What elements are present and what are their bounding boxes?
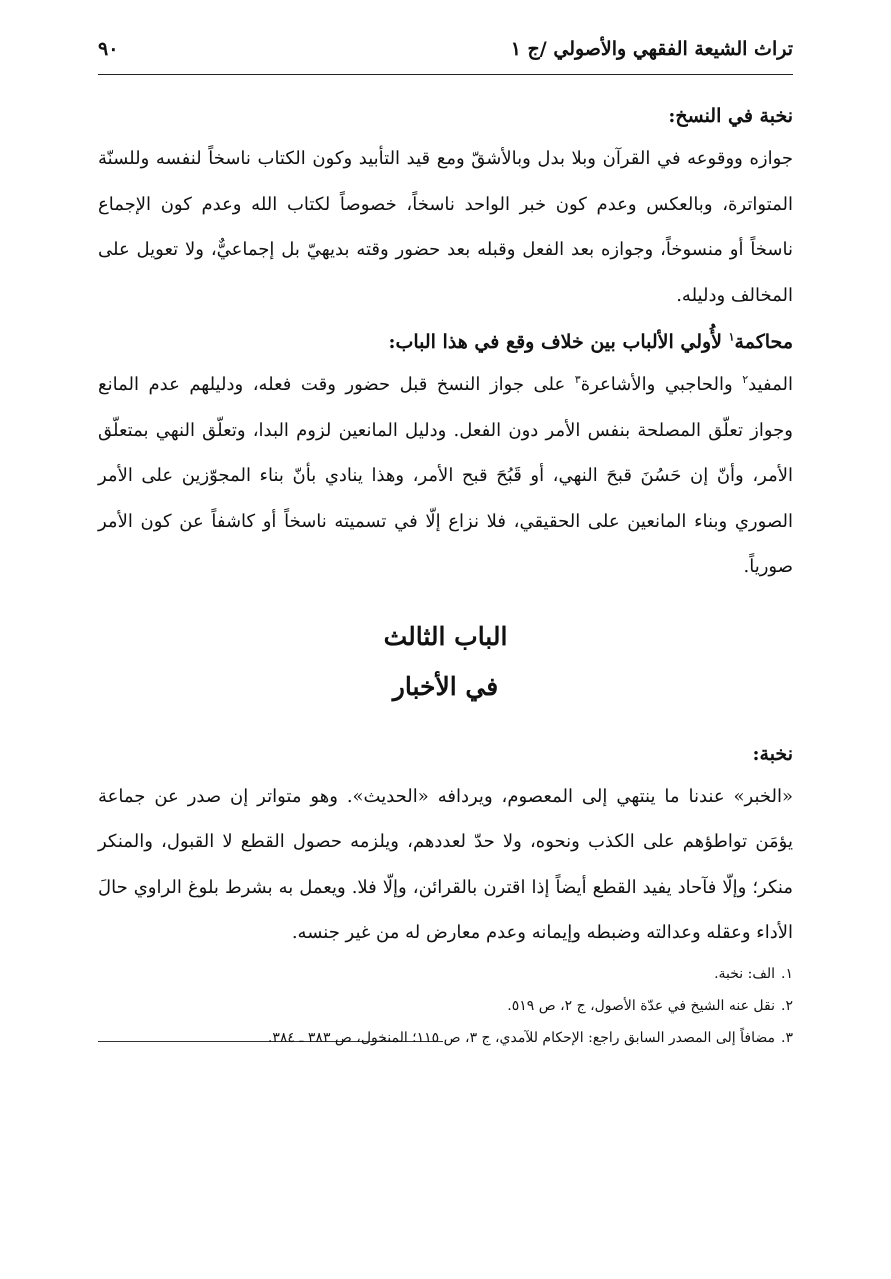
footnote-1 xyxy=(98,958,793,990)
footnote-ref-3[interactable]: ٣ xyxy=(574,373,581,386)
paragraph-akhbar: «الخبر» عندنا ما ينتهي إلى المعصوم، ويردافه «الحديث». وهو متواتر إن صدر عن جماعة يؤمَن تواطؤهم على الكذب ونحوه، ولا حدّ لعددهم، ويلزمه حصول القطع لا القبول، والمنكر منكر؛ وإلّا فآحاد يفيد القطع أيضاً إذا اقترن بالقرائن، وإلّا فلا. ويعمل به بشرط بلوغ الراوي حالَ الأداء وعقله وعدالته وضبطه وإيمانه وعدم معارض له من غير جنسه. xyxy=(98,785,793,943)
paragraph-muhakama xyxy=(98,362,793,590)
footnote-text: مضافاً إلى المصدر السابق راجع: الإحكام للآمدي، ج ٣، ص ١١٥؛ المنخول، ص ٣٨٣ ـ ٣٨٤. xyxy=(267,1030,776,1046)
chapter-subtitle: في الأخبار xyxy=(392,671,499,701)
section-heading-naskh: نخبة في النسخ: xyxy=(668,105,793,127)
running-header xyxy=(98,36,793,75)
section-heading-nukhba: نخبة: xyxy=(752,742,793,765)
footnotes xyxy=(98,958,793,1054)
footnote-2 xyxy=(98,990,793,1022)
heading-text-a: محاكمة xyxy=(734,331,793,353)
footnote-text: الف: نخبة. xyxy=(714,966,776,982)
footnote-number: ١. xyxy=(781,966,793,982)
footnote-number: ٢. xyxy=(781,998,793,1014)
heading-text-b: لأُولي الألباب بين خلاف وقع في هذا الباب: xyxy=(388,331,729,353)
footnote-number: ٣. xyxy=(781,1030,793,1046)
running-title: تراث الشيعة الفقهي والأصولي /ج ١ xyxy=(510,38,793,60)
para-text-b: والحاجبي والأشاعرة xyxy=(580,374,743,395)
page-number: ٩٠ xyxy=(98,38,119,60)
para-text-c: على جواز النسخ قبل حضور وقت فعله، ودليلهم عدم المانع وجواز تعلّق المصلحة بنفس الأمر دون الفعل. ودليل المانعين لزوم البدا، وتعلّق النهي بمتعلّق الأمر، وأنّ إن حَسُنَ قبحَ النهي، أو قَبُحَ قبح الأمر، وهذا ينادي بأنّ بناء المجوّزين على الأمر الصوري وبناء المانعين على الحقيقي، فلا نزاع إلّا في تسميته ناسخاً أو كاشفاً عن كون الأمر صورياً. xyxy=(98,374,793,577)
paragraph-naskh: جوازه ووقوعه في القرآن وبلا بدل وبالأشقّ ومع قيد التأبيد وكون الكتاب ناسخاً لنفسه وللسنّة المتواترة، وبالعكس وعدم كون خبر الواحد ناسخاً، خصوصاً لكتاب الله وعدم كون الإجماع ناسخاً أو منسوخاً، وجوازه بعد الفعل وقبله بعد حضور وقته بديهيّ بل إجماعيٌّ، ولا تعويل على المخالف ودليله. xyxy=(98,148,793,306)
para-text-a: المفيد xyxy=(748,374,793,395)
footnote-text: نقل عنه الشيخ في عدّة الأصول، ج ٢، ص ٥١٩. xyxy=(507,998,776,1014)
page-body xyxy=(98,96,793,956)
footnote-ref-1[interactable]: ١ xyxy=(728,330,735,344)
section-heading-muhakama xyxy=(98,322,793,362)
footnote-ref-2[interactable]: ٢ xyxy=(742,373,749,386)
chapter-title: الباب الثالث xyxy=(383,621,508,651)
footnote-3 xyxy=(98,1022,793,1054)
